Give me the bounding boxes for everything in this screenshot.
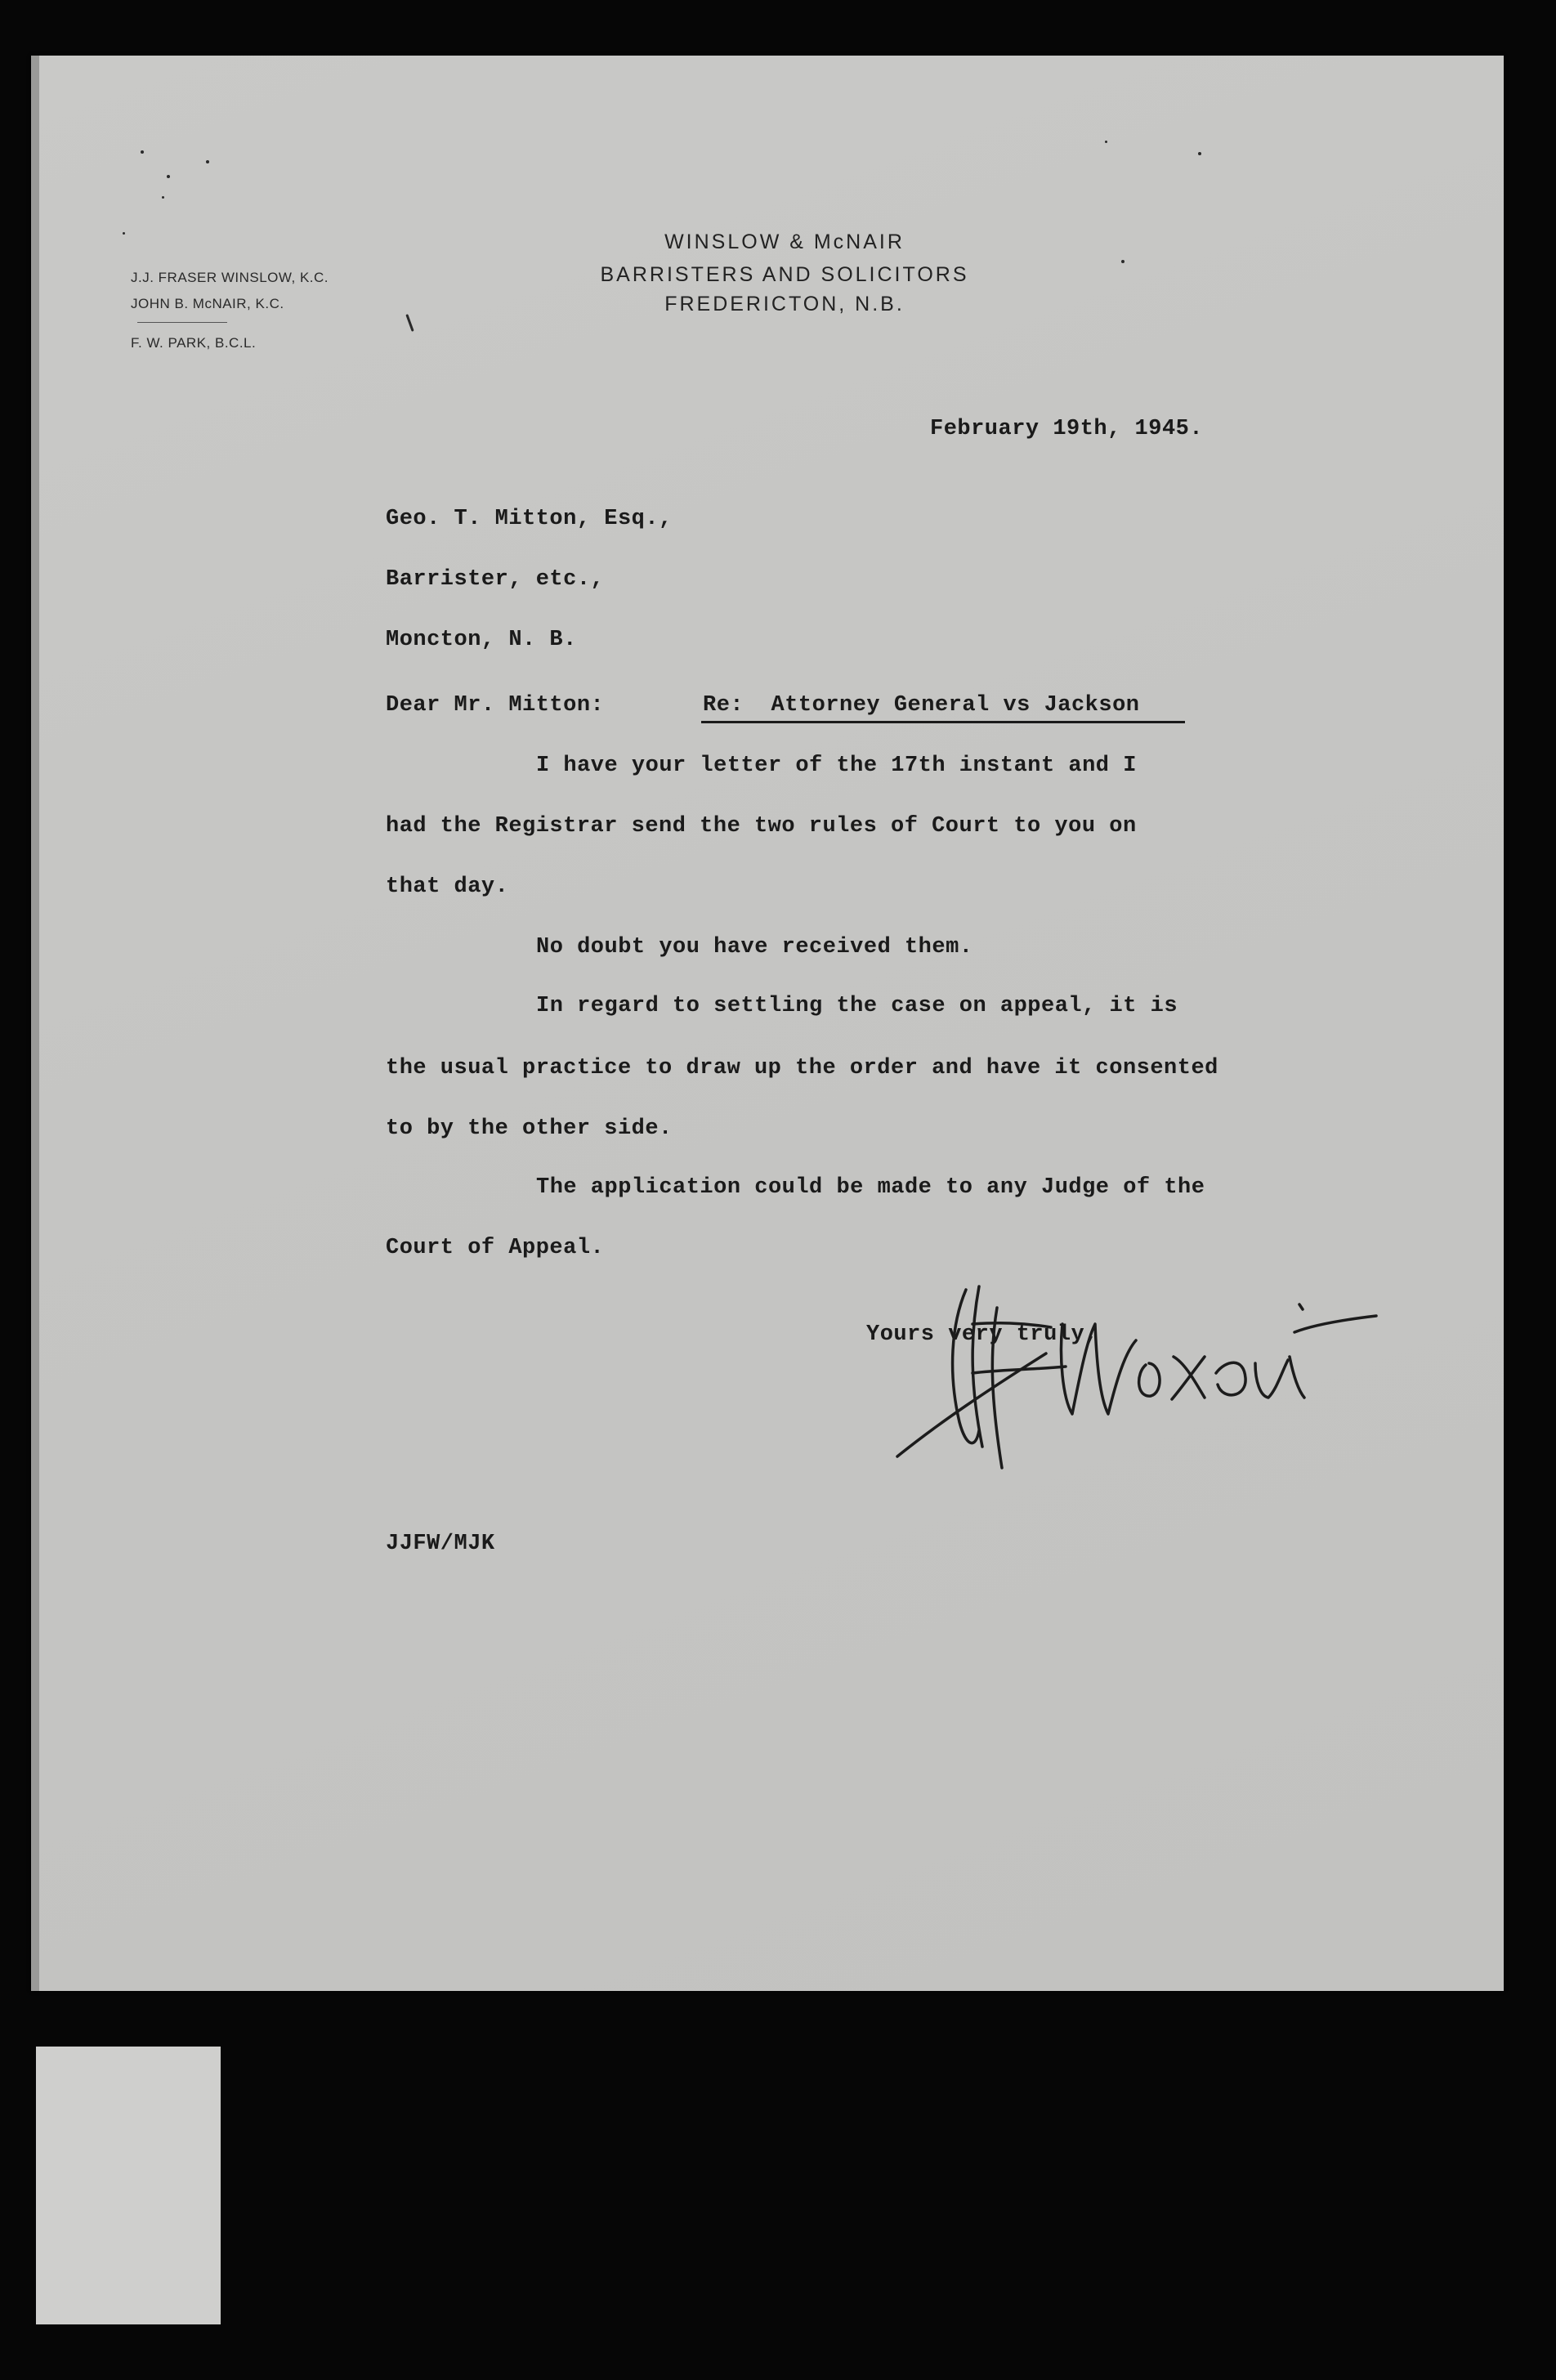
scan-speck [206, 160, 209, 163]
recipient-line: Moncton, N. B. [386, 628, 577, 652]
partner-name: J.J. FRASER WINSLOW, K.C. [131, 270, 329, 285]
firm-name: WINSLOW & McNAIR [664, 230, 905, 253]
scan-speck [1121, 260, 1125, 263]
subject-underline [701, 721, 1185, 723]
recipient-line: Geo. T. Mitton, Esq., [386, 507, 673, 531]
scan-speck [162, 196, 164, 199]
reference-initials: JJFW/MJK [386, 1532, 495, 1556]
body-line: Court of Appeal. [386, 1236, 605, 1260]
scan-speck [141, 150, 144, 154]
body-line: the usual practice to draw up the order and have it consented [386, 1056, 1218, 1080]
body-line: In regard to settling the case on appeal, it is [536, 994, 1178, 1018]
scan-speck [1105, 141, 1107, 143]
salutation: Dear Mr. Mitton: [386, 693, 605, 718]
body-line: The application could be made to any Judge of the [536, 1175, 1205, 1200]
signature-text: J J F Winslow [891, 1275, 896, 1276]
sheet-edge-shadow [31, 56, 39, 1991]
partner-name: F. W. PARK, B.C.L. [131, 335, 257, 351]
scan-speck [1198, 152, 1201, 155]
letter-date: February 19th, 1945. [930, 417, 1204, 441]
partner-name: JOHN B. McNAIR, K.C. [131, 296, 284, 311]
firm-description: BARRISTERS AND SOLICITORS [600, 263, 969, 286]
body-line: to by the other side. [386, 1116, 673, 1141]
closing: Yours very truly, [866, 1322, 1098, 1347]
handwritten-signature [891, 1275, 1381, 1488]
scan-speck [167, 175, 170, 178]
paper-stub [36, 2047, 221, 2324]
body-line: I have your letter of the 17th instant and I [536, 754, 1137, 778]
scan-speck [123, 232, 125, 235]
recipient-line: Barrister, etc., [386, 567, 605, 592]
body-line: had the Registrar send the two rules of Court to you on [386, 814, 1137, 839]
body-line: that day. [386, 875, 509, 899]
subject-line: Re: Attorney General vs Jackson [703, 693, 1140, 718]
firm-city: FREDERICTON, N.B. [664, 293, 905, 315]
body-line: No doubt you have received them. [536, 935, 973, 960]
partner-divider [137, 322, 227, 323]
